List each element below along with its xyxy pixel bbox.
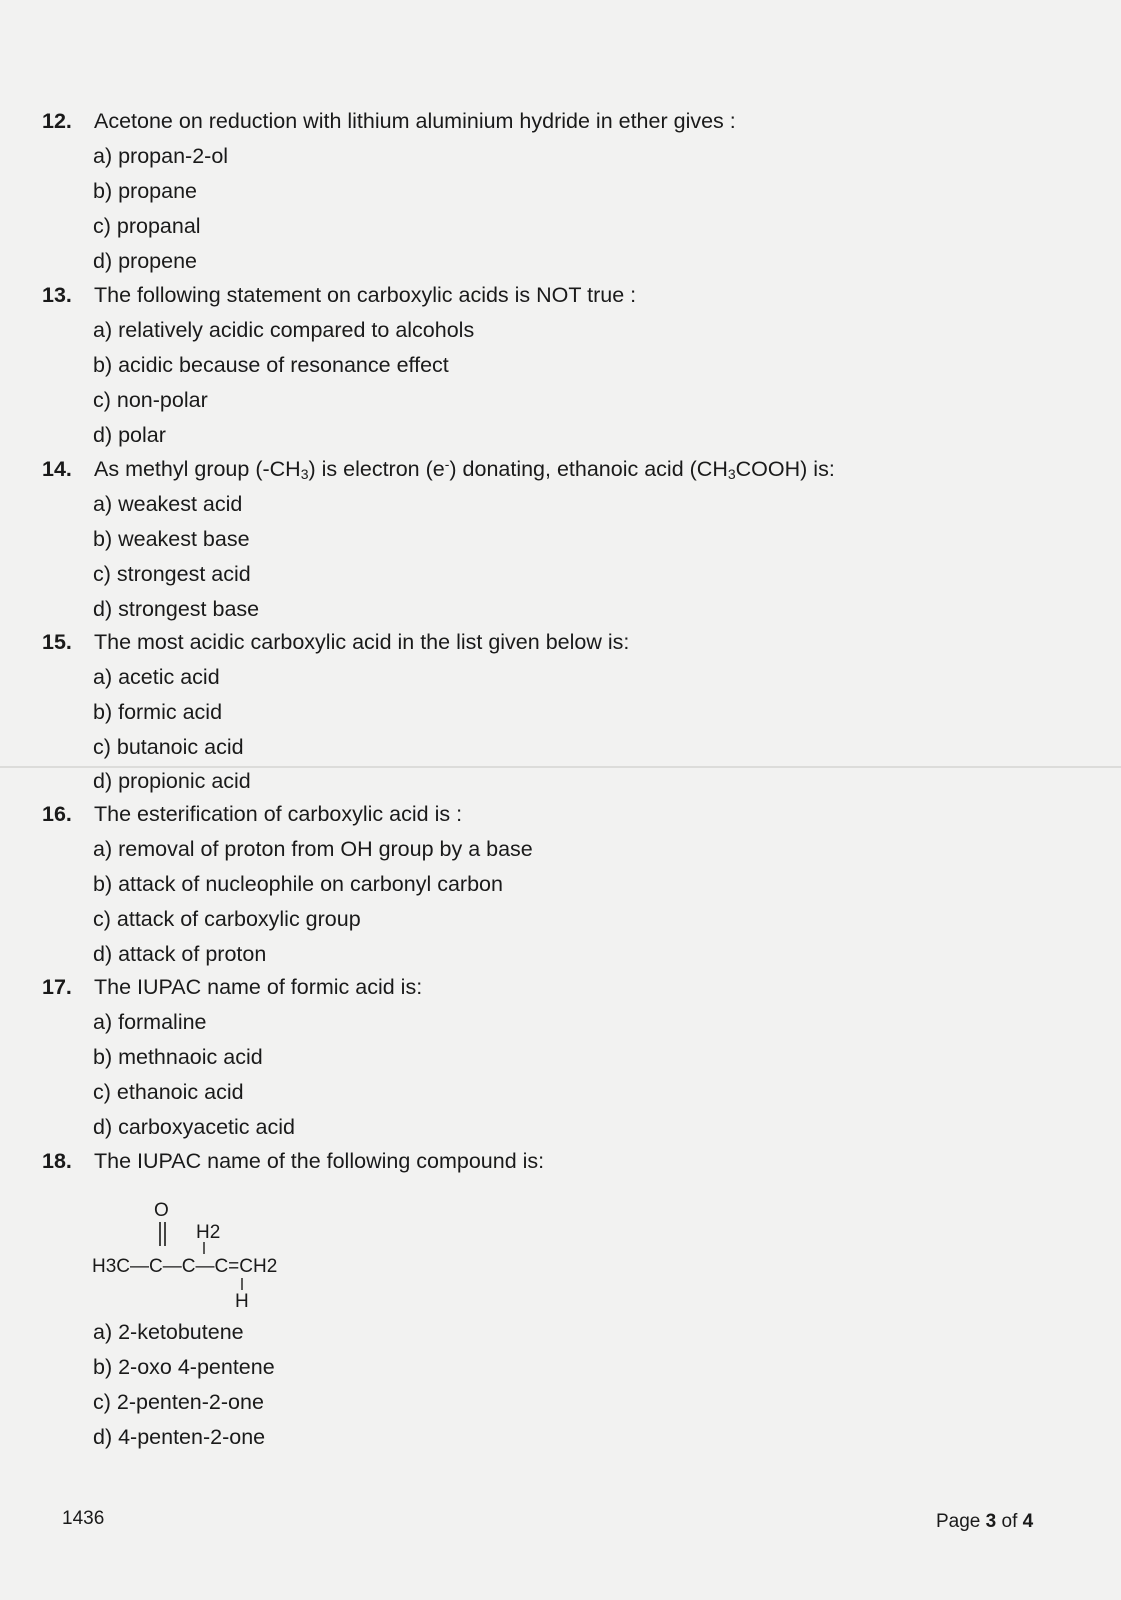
option-c: c) butanoic acid bbox=[93, 735, 244, 759]
question-number: 17. bbox=[42, 975, 72, 999]
option-d: d) attack of proton bbox=[93, 942, 267, 966]
question-number: 13. bbox=[42, 283, 72, 307]
option-a: a) propan-2-ol bbox=[93, 144, 229, 168]
option-c: c) 2-penten-2-one bbox=[93, 1390, 264, 1414]
option-d: d) 4-penten-2-one bbox=[93, 1425, 266, 1449]
page-number: Page 3 of 4 bbox=[936, 1511, 1034, 1532]
option-d: d) strongest base bbox=[93, 597, 260, 621]
question-text: The IUPAC name of formic acid is: bbox=[94, 975, 423, 999]
question-number: 18. bbox=[42, 1149, 72, 1173]
option-b: b) methnaoic acid bbox=[93, 1045, 263, 1069]
question-number: 16. bbox=[42, 802, 72, 826]
oxygen-atom: O bbox=[154, 1200, 169, 1221]
question-16 bbox=[42, 797, 1042, 972]
question-14 bbox=[42, 452, 1042, 627]
structural-formula bbox=[90, 1196, 330, 1308]
option-a: a) relatively acidic compared to alcohols bbox=[93, 318, 475, 342]
option-b: b) attack of nucleophile on carbonyl carbon bbox=[93, 872, 503, 896]
option-d: d) carboxyacetic acid bbox=[93, 1115, 295, 1139]
question-text: Acetone on reduction with lithium aluminium hydride in ether gives : bbox=[94, 109, 736, 133]
option-b: b) 2-oxo 4-pentene bbox=[93, 1355, 275, 1379]
question-text: The most acidic carboxylic acid in the list given below is: bbox=[94, 630, 630, 654]
option-a: a) removal of proton from OH group by a base bbox=[93, 837, 533, 861]
h2-label: H2 bbox=[196, 1222, 221, 1243]
option-b: b) acidic because of resonance effect bbox=[93, 353, 449, 377]
question-number: 15. bbox=[42, 630, 72, 654]
question-text: As methyl group $(-CH_3)$ is electron (e-) donating, ethanoic acid $(CH_3COOH)$ is: bbox=[94, 456, 835, 482]
question-17 bbox=[42, 970, 1042, 1145]
question-13 bbox=[42, 278, 1042, 453]
option-a: a) 2-ketobutene bbox=[93, 1320, 244, 1344]
question-text: The IUPAC name of the following compound is: bbox=[94, 1149, 545, 1173]
h-label: H bbox=[235, 1291, 249, 1308]
question-15 bbox=[42, 625, 1042, 798]
option-c: c) propanal bbox=[93, 214, 201, 238]
question-18 bbox=[42, 1144, 1042, 1179]
carbon-chain: H3C—C—C—C=CH2 bbox=[92, 1256, 278, 1277]
question-number: 14. bbox=[42, 457, 72, 481]
option-a: a) formaline bbox=[93, 1010, 207, 1034]
option-b: b) weakest base bbox=[93, 527, 250, 551]
option-c: c) non-polar bbox=[93, 388, 208, 412]
paper-code: 1436 bbox=[62, 1508, 105, 1529]
question-12 bbox=[42, 104, 1042, 279]
option-c: c) ethanoic acid bbox=[93, 1080, 244, 1104]
question-text: The following statement on carboxylic acids is NOT true : bbox=[94, 283, 637, 307]
option-d: d) propionic acid bbox=[93, 769, 251, 793]
option-a: a) acetic acid bbox=[93, 665, 220, 689]
option-c: c) attack of carboxylic group bbox=[93, 907, 361, 931]
option-c: c) strongest acid bbox=[93, 562, 251, 586]
option-b: b) propane bbox=[93, 179, 197, 203]
question-18-options bbox=[42, 1315, 1042, 1455]
question-text: The esterification of carboxylic acid is : bbox=[94, 802, 463, 826]
question-number: 12. bbox=[42, 109, 72, 133]
option-d: d) polar bbox=[93, 423, 166, 447]
option-b: b) formic acid bbox=[93, 700, 223, 724]
option-a: a) weakest acid bbox=[93, 492, 243, 516]
option-d: d) propene bbox=[93, 249, 197, 273]
